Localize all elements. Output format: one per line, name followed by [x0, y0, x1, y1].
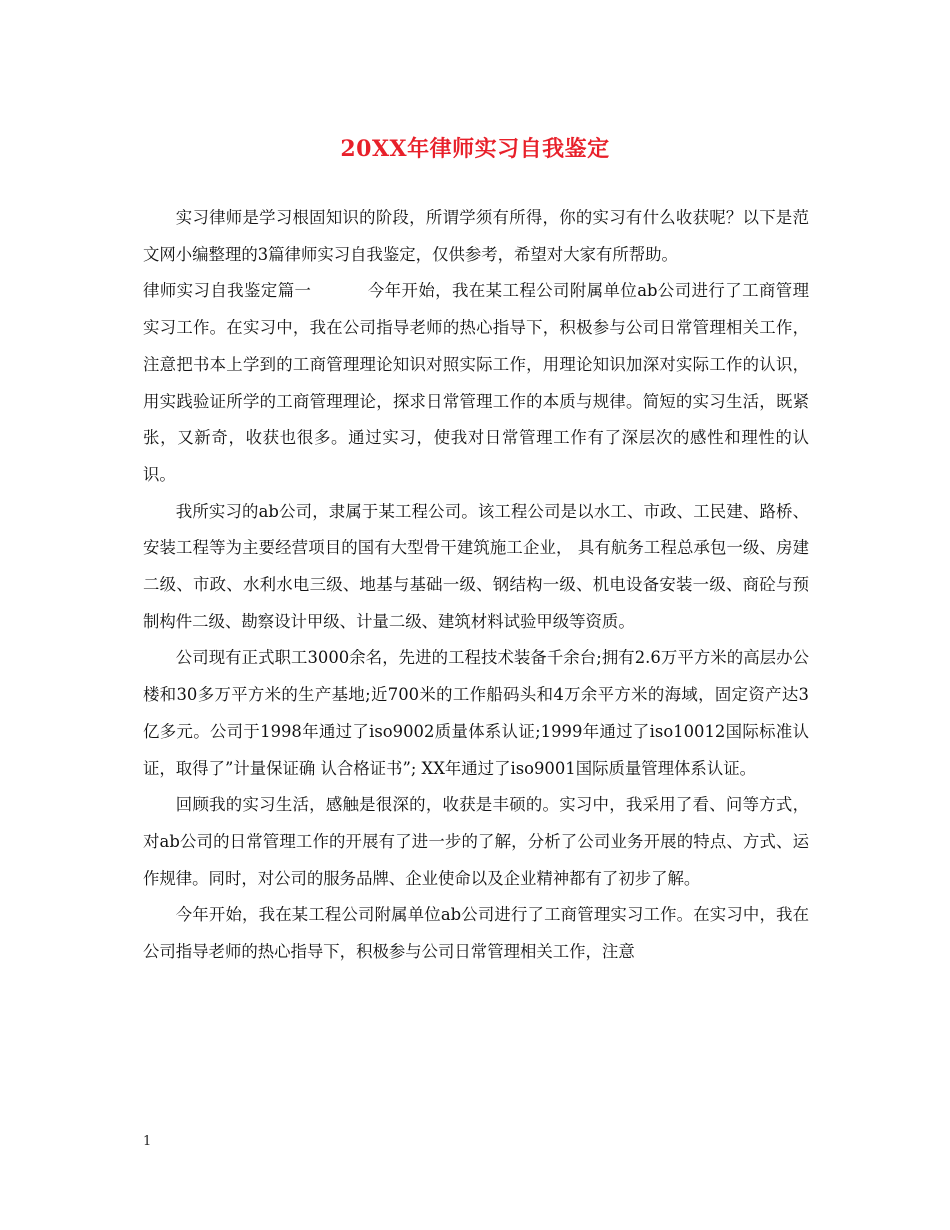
section-first-text: 今年开始，我在某工程公司附属单位ab公司进行了工商管理实习工作。在实习中，我在公司指导老师的热心指导下，积极参与公司日常管理相关工作，注意把书本上学到的工商管理理论知识对照实际工作，用理论知识加深对实际工作的认识，用实践验证所学的工商管理理论，探求日常管理工作的本质与规律。简短的实习生活，既紧张，又新奇，收获也很多。通过实习，使我对日常管理工作有了深层次的感性和理性的认识。: [143, 281, 810, 484]
section-heading: 律师实习自我鉴定篇一: [143, 281, 312, 301]
page-number: 1: [143, 1134, 152, 1149]
continued-paragraph: 今年开始，我在某工程公司附属单位ab公司进行了工商管理实习工作。在实习中，我在公司指导老师的热心指导下，积极参与公司日常管理相关工作，注意: [143, 905, 809, 962]
review-paragraph: 回顾我的实习生活，感触是很深的，收获是丰硕的。实习中，我采用了看、问等方式，对ab公司的日常管理工作的开展有了进一步的了解，分析了公司业务开展的特点、方式、运作规律。同时，对公司的服务品牌、企业使命以及企业精神都有了初步了解。: [143, 795, 809, 888]
document-body: [143, 200, 809, 971]
company-paragraph: 我所实习的ab公司，隶属于某工程公司。该工程公司是以水工、市政、工民建、路桥、安装工程等为主要经营项目的国有大型骨干建筑施工企业， 具有航务工程总承包一级、房建二级、市政、水利水电三级、地基与基础一级、钢结构一级、机电设备安装一级、商砼与预制构件二级、勘察设计甲级、计量二级、建筑材料试验甲级等资质。: [143, 501, 809, 631]
staff-paragraph: 公司现有正式职工3000余名，先进的工程技术装备千余台;拥有2.6万平方米的高层办公楼和30多万平方米的生产基地;近700米的工作船码头和4万余平方米的海域，固定资产达3亿多元。公司于1998年通过了iso9002质量体系认证;1999年通过了iso10012国际标准认证，取得了”计量保证确 认合格证书”; XX年通过了iso9001国际质量管理体系认证。: [143, 648, 809, 778]
intro-paragraph: 实习律师是学习根固知识的阶段，所谓学须有所得，你的实习有什么收获呢？以下是范文网小编整理的3篇律师实习自我鉴定，仅供参考，希望对大家有所帮助。: [143, 208, 809, 264]
document-title: 20XX年律师实习自我鉴定: [340, 136, 610, 162]
section-paragraph: [143, 273, 809, 493]
